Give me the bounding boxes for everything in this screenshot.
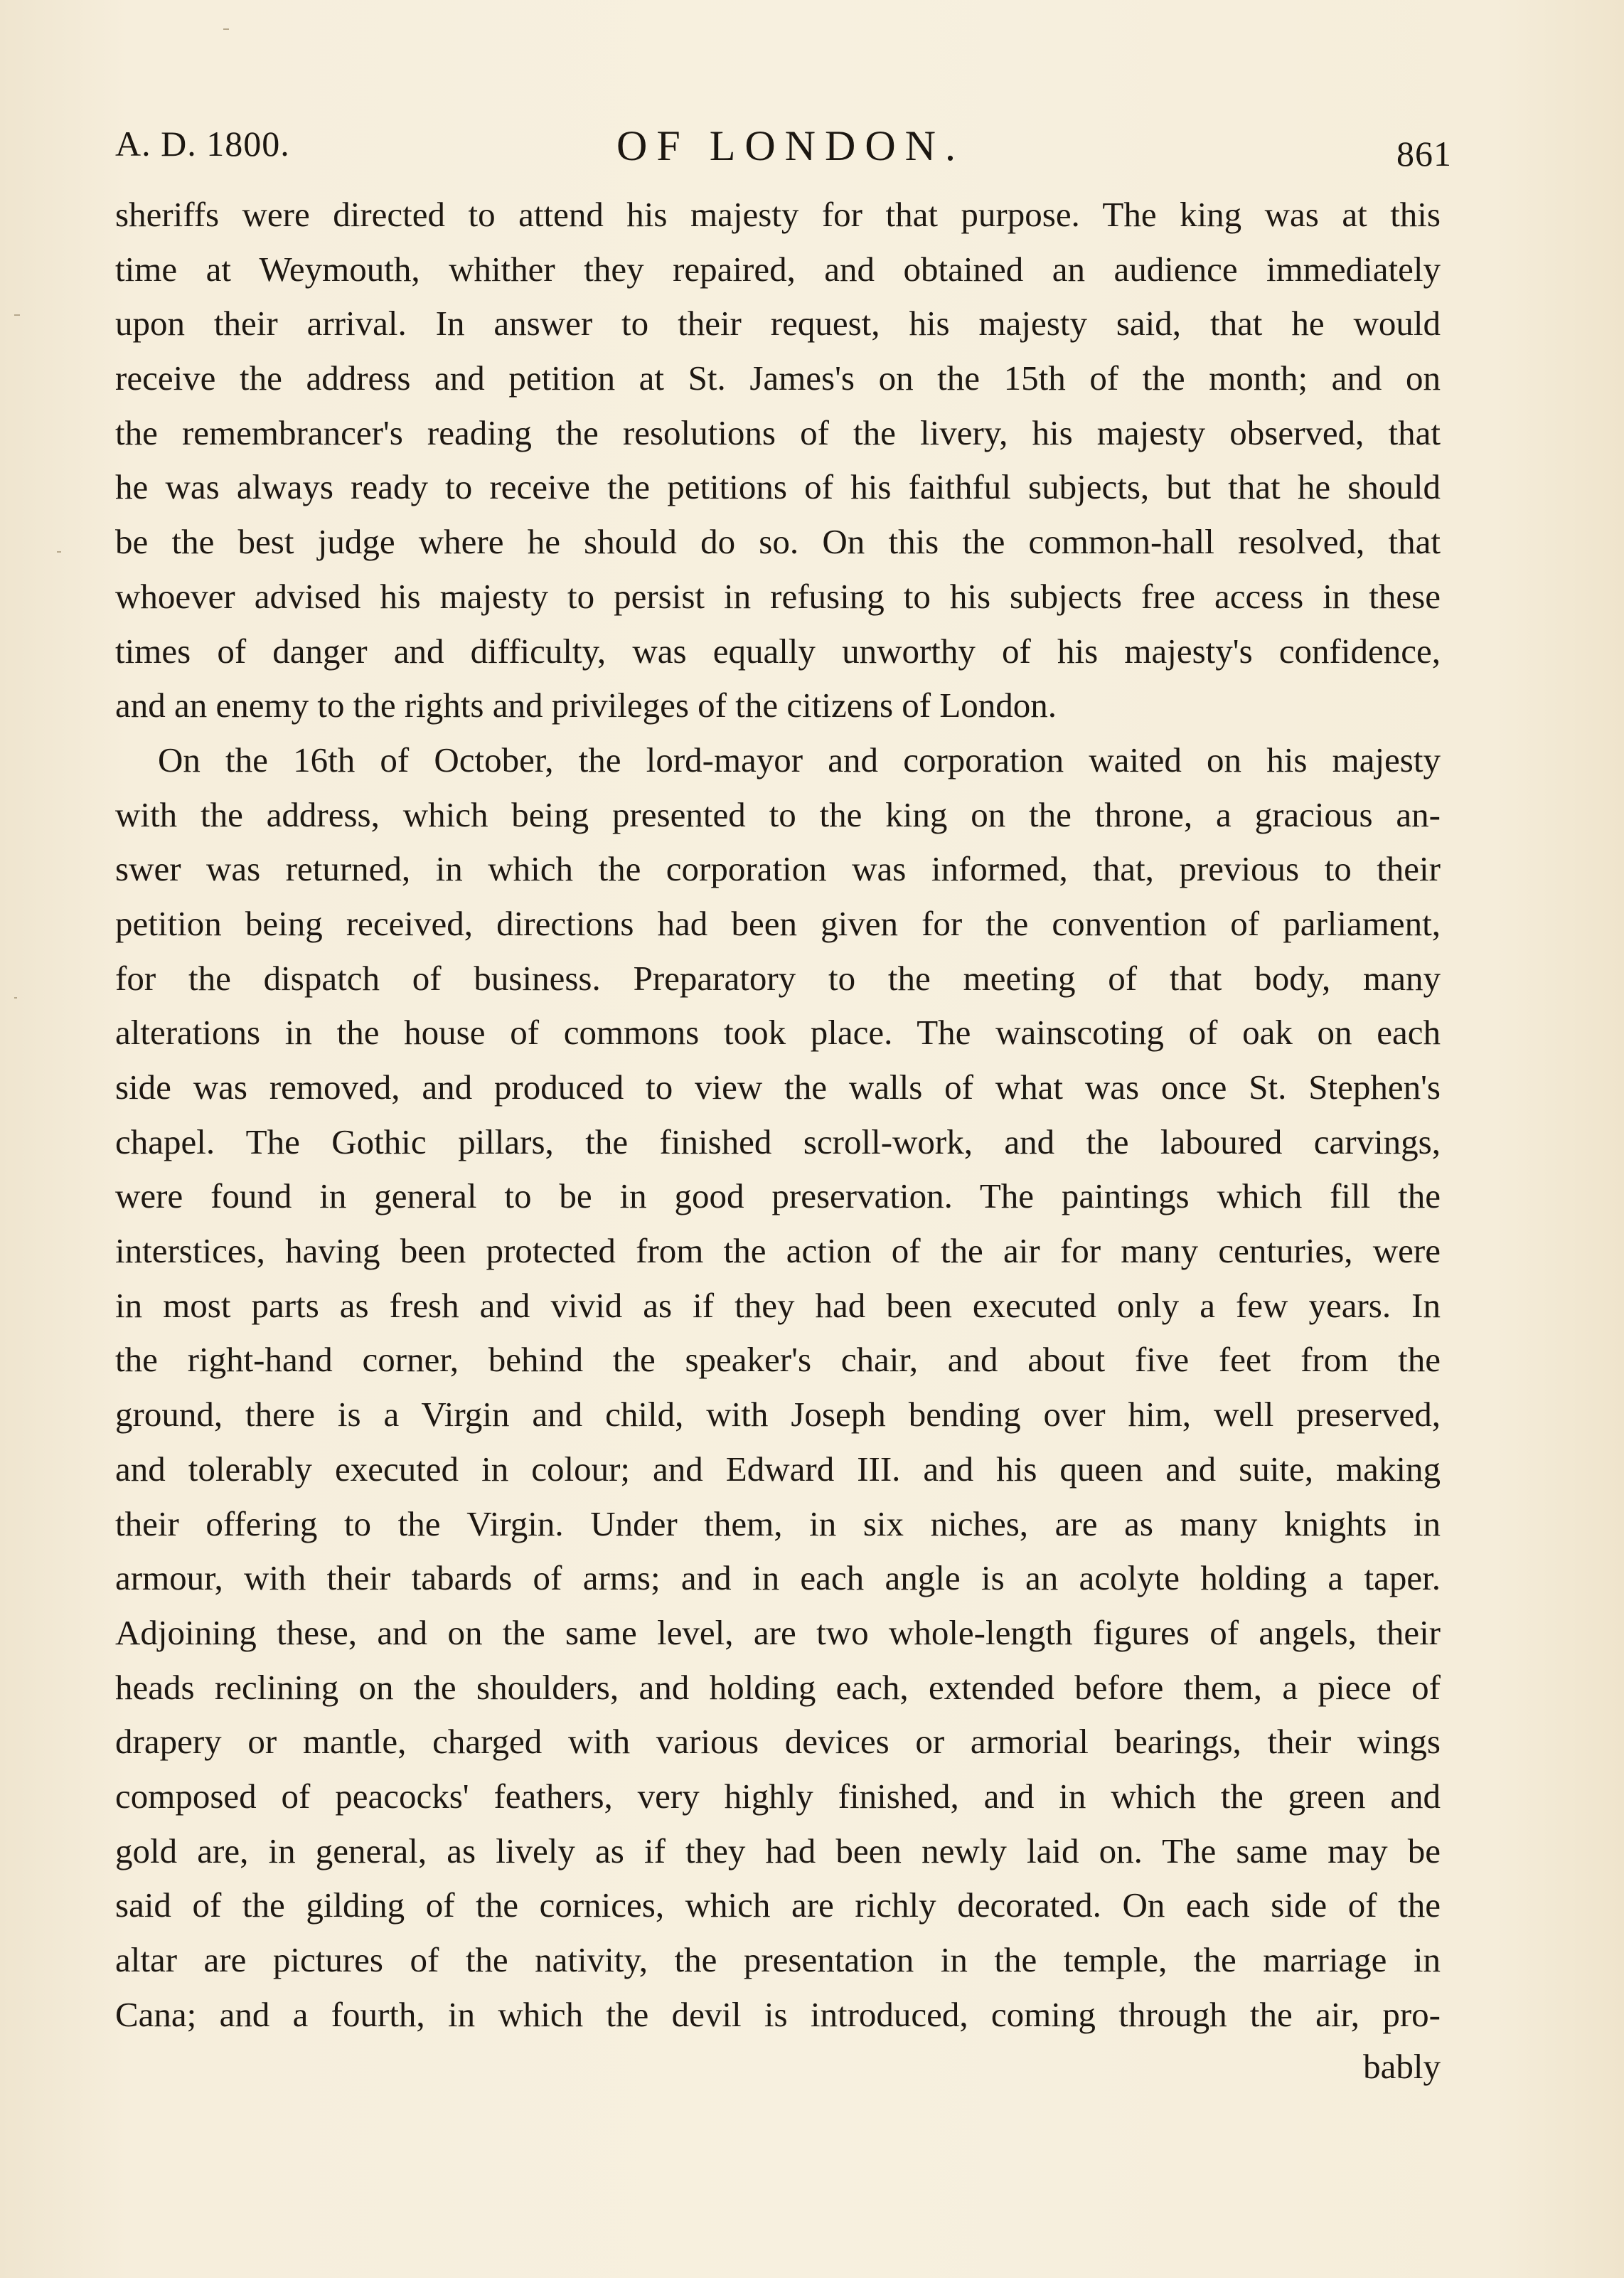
text-line: heads reclining on the shoulders, and holding each, extended before them, a piece of: [115, 1667, 1441, 1707]
text-line: swer was returned, in which the corporation was informed, that, previous to their: [115, 849, 1441, 889]
text-line: gold are, in general, as lively as if they had been newly laid on. The same may be: [115, 1831, 1441, 1870]
text-line: petition being received, directions had been given for the convention of parliament,: [115, 903, 1441, 943]
text-line: upon their arrival. In answer to their request, his majesty said, that he would: [115, 304, 1441, 344]
paper-speck: [14, 314, 20, 316]
paragraph: [115, 188, 1441, 733]
text-line: Cana; and a fourth, in which the devil is introduced, coming through the air, pro-: [115, 1994, 1441, 2034]
text-line: composed of peacocks' feathers, very highly finished, and in which the green and: [115, 1776, 1441, 1816]
text-line: and tolerably executed in colour; and Edward III. and his queen and suite, making: [115, 1449, 1441, 1489]
text-line: with the address, which being presented to the king on the throne, a gracious an-: [115, 794, 1441, 834]
text-line: said of the gilding of the cornices, which are richly decorated. On each side of the: [115, 1885, 1441, 1925]
text-line: times of danger and difficulty, was equally unworthy of his majesty's confidence,: [115, 631, 1441, 671]
text-line: and an enemy to the rights and privileges of the citizens of London.: [115, 686, 1057, 725]
running-header: [115, 117, 1452, 181]
text-line: whoever advised his majesty to persist in refusing to his subjects free access in these: [115, 576, 1441, 616]
text-line: time at Weymouth, whither they repaired, and obtained an audience immediately: [115, 249, 1441, 289]
page-number: 861: [1396, 134, 1452, 174]
catchword: bably: [1363, 2047, 1441, 2086]
text-line: he was always ready to receive the petitions of his faithful subjects, but that he should: [115, 467, 1441, 507]
text-line: On the 16th of October, the lord-mayor and corporation waited on his majesty: [158, 740, 1441, 779]
text-line: interstices, having been protected from the action of the air for many centuries, were: [115, 1231, 1441, 1271]
text-line: altar are pictures of the nativity, the presentation in the temple, the marriage in: [115, 1940, 1441, 1979]
body-text: [115, 188, 1441, 2042]
paragraph: [115, 733, 1441, 2043]
text-line: receive the address and petition at St. James's on the 15th of the month; and on: [115, 358, 1441, 398]
text-line: alterations in the house of commons took place. The wainscoting of oak on each: [115, 1013, 1441, 1053]
text-line: chapel. The Gothic pillars, the finished scroll-work, and the laboured carvings,: [115, 1122, 1441, 1161]
text-line: their offering to the Virgin. Under them, in six niches, are as many knights in: [115, 1503, 1441, 1543]
text-line: be the best judge where he should do so. On this the common-hall resolved, that: [115, 522, 1441, 562]
text-line: for the dispatch of business. Preparatory to the meeting of that body, many: [115, 958, 1441, 998]
text-line: sheriffs were directed to attend his majesty for that purpose. The king was at this: [115, 195, 1441, 234]
text-line: drapery or mantle, charged with various devices or armorial bearings, their wings: [115, 1722, 1441, 1762]
text-line: the right-hand corner, behind the speaker's chair, and about five feet from the: [115, 1340, 1441, 1380]
paper-speck: [57, 551, 61, 553]
text-line: side was removed, and produced to view the walls of what was once St. Stephen's: [115, 1068, 1441, 1107]
text-line: armour, with their tabards of arms; and in each angle is an acolyte holding a taper.: [115, 1558, 1441, 1598]
header-year: A. D. 1800.: [115, 124, 290, 164]
text-line: in most parts as fresh and vivid as if they had been executed only a few years. In: [115, 1285, 1441, 1325]
text-line: were found in general to be in good preservation. The paintings which fill the: [115, 1176, 1441, 1216]
paper-speck: [14, 997, 17, 999]
text-line: the remembrancer's reading the resolutions of the livery, his majesty observed, that: [115, 413, 1441, 452]
header-title: OF LONDON.: [616, 122, 965, 169]
text-line: ground, there is a Virgin and child, with Joseph bending over him, well preserved,: [115, 1395, 1441, 1435]
paper-speck: [223, 28, 229, 30]
text-line: Adjoining these, and on the same level, are two whole-length figures of angels, their: [115, 1612, 1441, 1652]
